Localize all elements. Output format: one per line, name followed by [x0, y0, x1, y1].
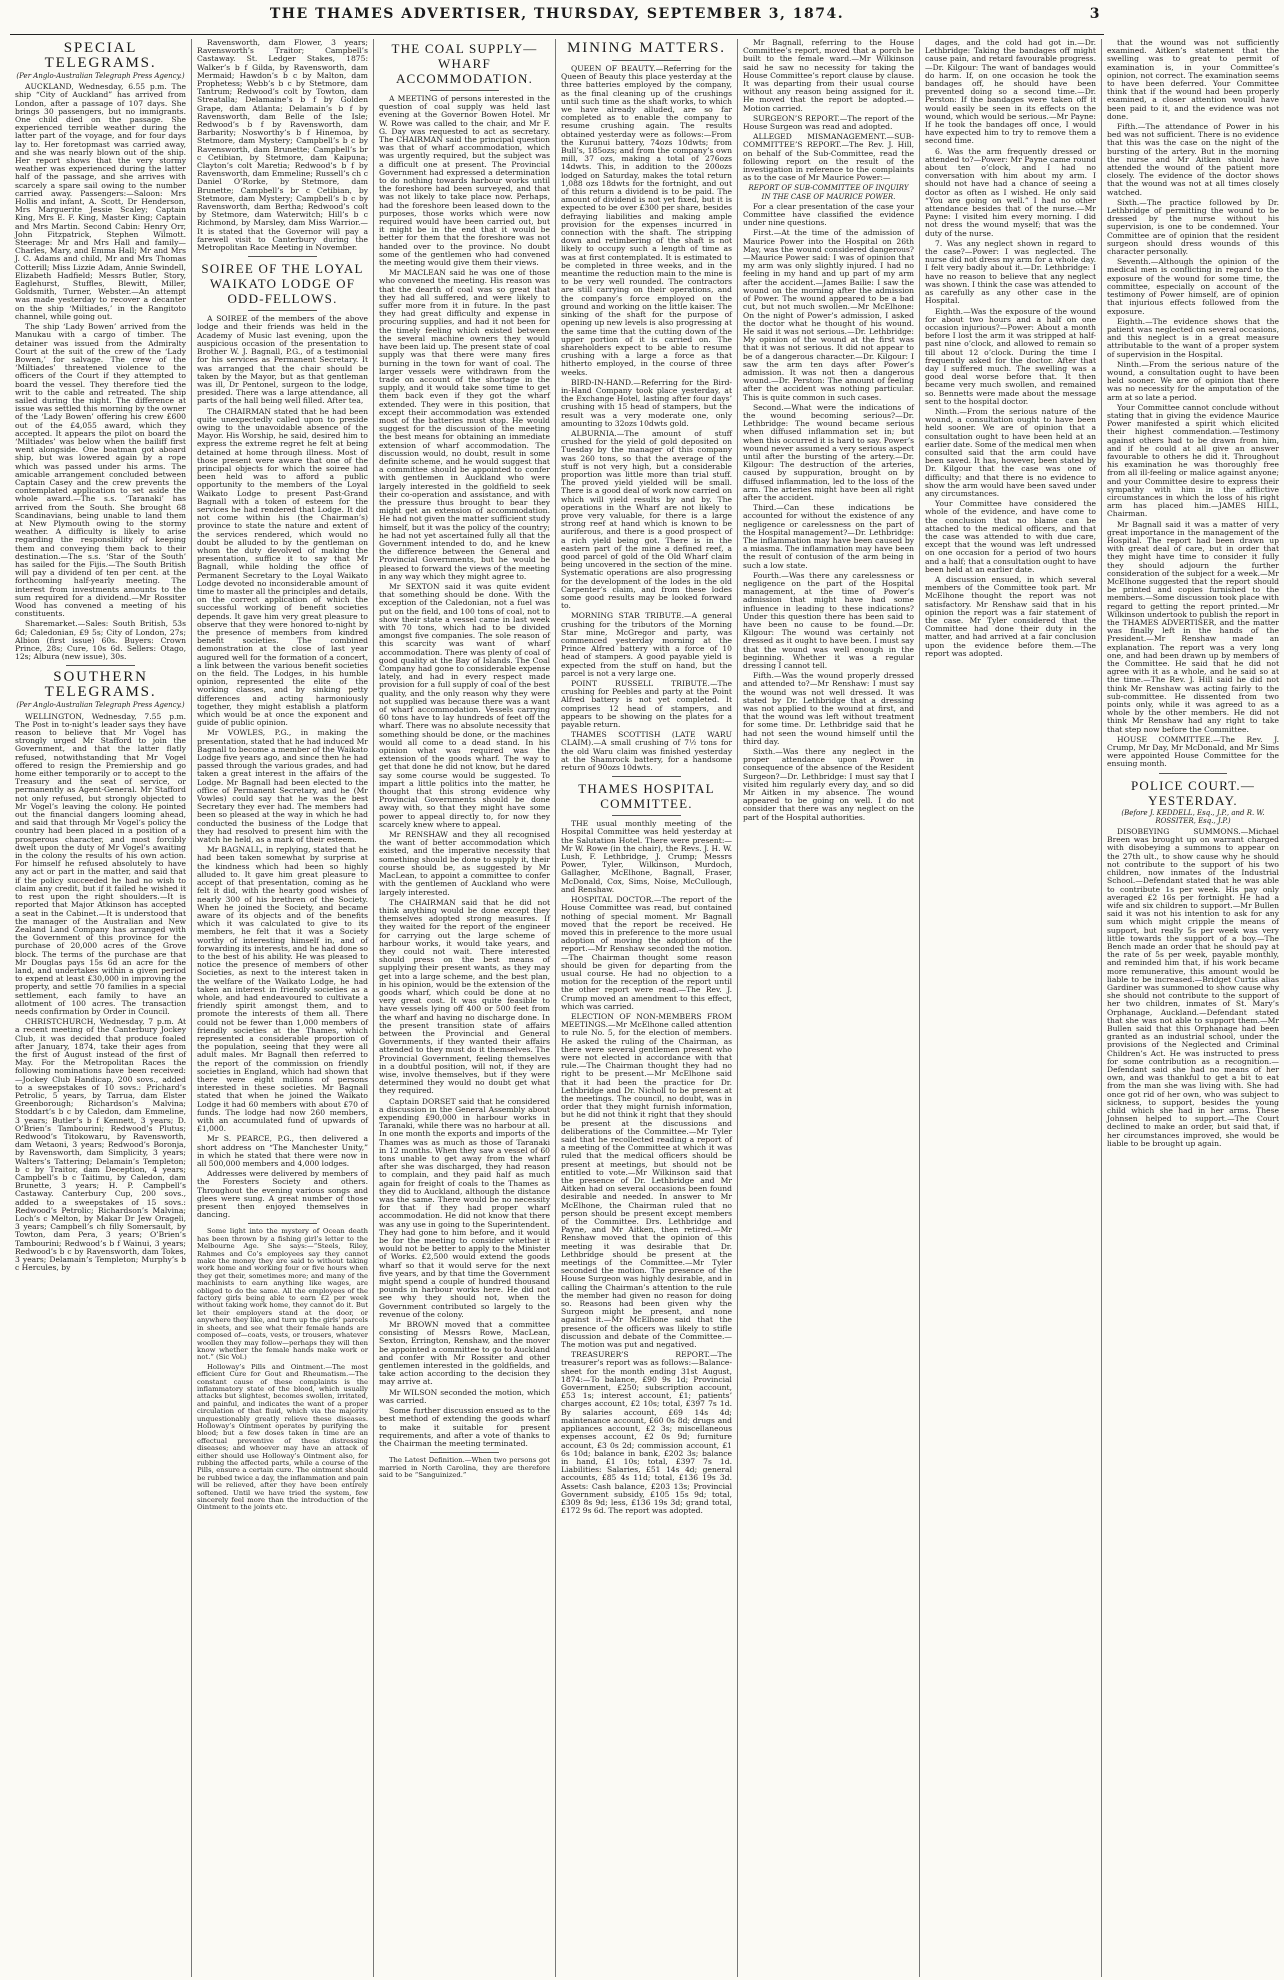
- article-paragraph: The CHAIRMAN said that he did not think anything would be done except they themselves adopted strong measures. If they waited for the report of the engineer for carrying out the large scheme of harbour works, it would take years, and they could not wait. There interested should press on the best means of supplying their present wants, as they may get into a large scheme, and the best plan, in his opinion, would be the extension of the goods wharf, which could be done at no very great cost. It was quite feasible to have vessels lying off 400 or 500 feet from the wharf and having no discharge done. In the present transition state of affairs between the Provincial and General Governments, if they wanted their affairs attended to they must do it themselves. The Provincial Government, feeling themselves in a doubtful position, will not, if they are wise, involve themselves, but if they were determined they would no doubt get what they required.: [379, 897, 550, 1096]
- page-number: 3: [1089, 6, 1100, 22]
- article-paragraph: TREASURER’S REPORT.—The treasurer’s report was as follows:—Balance-sheet for the month ending 31st August, 1874:—To balance, £90 9s 1d; Provincial Government, £250; subscription account, £53 1s; interest account, £1; patients’ charges account, £2 10s; total, £397 7s 1d. By salaries account, £69 14s 4d; maintenance account, £60 0s 8d; drugs and appliances account, £2 3s; miscellaneous expenses account, £2 0s 9d; furniture account, £3 0s 2d; commission account, £1 6s 10d; balance in bank, £202 3s; balance in hand, £1 10s; total, £397 7s 1d. Liabilities: Salaries, £51 14s 4d; general accounts, £85 4s 11d; total, £136 19s 3d. Assets: Cash balance, £203 13s; Provincial Government subsidy, £105 15s 9d; total, £309 8s 9d; less, £136 19s 3d; grand total, £172 9s 6d. The report was adopted.: [561, 1350, 732, 1516]
- article-paragraph: Eighth.—The evidence shows that the patient was neglected on several occasions, and this neglect is in a great measure attributable to the want of a proper system of supervision in the Hospital.: [1107, 316, 1279, 359]
- masthead-title: THE THAMES ADVERTISER, THURSDAY, SEPTEMBER 3, 1874.: [269, 6, 845, 22]
- section-heading-police-court: POLICE COURT.—YESTERDAY.: [1130, 777, 1256, 808]
- article-paragraph: Mr WILSON seconded the motion, which was carried.: [379, 1387, 550, 1405]
- divider: [430, 90, 498, 91]
- column-6: [920, 39, 1102, 1977]
- divider: [248, 310, 316, 311]
- article-paragraph: Mr Bagnall, referring to the House Committee’s report, moved that a porch be built to the female ward.—Mr Wilkinson said he saw no necessity for taking the House Committee’s report clause by clause. It was departing from their usual course without any reason being assigned for it. He moved that the report be adopted.—Motion carried.: [743, 38, 914, 113]
- article-paragraph: WELLINGTON, Wednesday, 7.55 p.m. The Post in to-night’s leader says they have reason to believe that Mr Vogel has strongly urged Mr Stafford to join the Government, and that the latter flatly refused, notwithstanding that Mr Vogel offered to resign the Premiership and go home either temporarily or to accept to the Treasury and the seat of service, or permanently as Agent-General. Mr Stafford not only refused, but strongly objected to Mr Vogel’s leaving the colony. He pointed out the financial dangers looming ahead, and said that through Mr Vogel’s policy the country had been placed in a position of a prosperous character, and most forcibly dwelt upon the duty of Mr Vogel’s awaiting in the colony the results of his own action. For himself he refused absolutely to have any act or part in the matter, and said that if the policy succeeded he had no wish to claim any credit, but if it failed he wished it to rest upon the right shoulders.—It is reported that Major Atkinson has accepted a seat in the Cabinet.—It is understood that the manager of the Australian and New Zealand Land Company has arranged with the Government of this province for the purchase of 20,000 acres of the Grove block. The terms of the purchase are that Mr Douglas pays 15s 6d an acre for the land, and undertakes within a given period to expend at least £30,000 in improving the property, and settle 70 families in a special settlement, each family to have an allotment of 100 acres. The transaction needs confirmation by Order in Council.: [15, 711, 186, 1016]
- article-paragraph: Ravensworth, dam Flower, 3 years; Ravensworth’s Traitor; Campbell’s Castaway. St. Ledger Stakes, 1875: Walker’s b f Gilda, by Ravensworth, dam Mermaid; Hawdon’s b c by Malton, dam Prophetess; Webb’s b c by Stetmore, dam Tantrum; Redwood’s colt by Towton, dam Streatalla; Delamaine’s b f by Golden Grape, dam Atlanta; Delamain’s b f by Ravensworth, dam Belle of the Isle; Redwood’s b f by Ravensworth, dam Barbarity; Nosworthy’s b f Hinemoa, by Stetmore, dam Mystery; Campbell’s b c by Ravensworth, dam Brunette; Campbell’s br c Cetibian, by Stetmore, dam Kaipuna; Clayton’s colt Maretia; Redwood’s b f by Ravensworth, dam Emmeline; Russell’s ch c Daniel O’Rorke, by Stetmore, dam Brunette; Campbell’s br c Cetibian, by Stetmore, dam Mystery; Campbell’s b c by Ravensworth, dam Bertha; Redwood’s colt by Stetmore, dam Waterwitch; Hill’s b c Richmond, by Marsley, dam Miss Warrior.—It is stated that the Governor will pay a farewell visit to Canterbury during the Metropolitan Race Meeting in November.: [197, 38, 368, 253]
- column-1: [10, 39, 192, 1977]
- press-agency-credit: (Per Anglo-Australian Telegraph Press Agency.): [16, 701, 185, 710]
- article-paragraph: The ship ‘Lady Bowen’ arrived from the Manukau with a cargo of timber. The detainer was issued from the Admiralty Court at the suit of the crew of the ‘Lady Bowen,’ for salvage. The crew of the ‘Miltiades’ threatened violence to the officers of the Court if they attempted to board the vessel. They therefore tied the writ to the cable and retreated. The ship sailed during the night. The difference at issue was settled this morning by the owner of the ‘Lady Bowen’ offering his crew £600 out of the £4,055 award, which they accepted. It appears the pilot on board the ‘Miltiades’ was below when the bailiff first went alongside. One boatman got aboard ship, but was lowered again by a rope which was passed under his arms. The amicable arrangement concluded between Captain Casey and the crew prevents the contemplated application to set aside the whole award.—The s.s. ‘Taranaki’ has arrived from the South. She brought 68 Scandinavians, being unable to land them at New Plymouth owing to the stormy weather. A difficulty is likely to arise regarding the responsibility of keeping them and conveying them back to their destination.—The s.s. ‘Star of the South’ has sailed for the Fijis.—The South British will pay a dividend of ten per cent. at the forthcoming half-yearly meeting. The interest from investments amounts to the sum required for a dividend.—Mr Rossiter Wood has convened a meeting of his constituents.: [15, 322, 186, 619]
- article-paragraph: Sixth.—The practice followed by Dr. Lethbridge of permitting the wound to be dressed by the nurse without his supervision, is one to be condemned. Your Committee are of opinion that the resident surgeon should dress wounds of this character personally.: [1107, 197, 1279, 257]
- section-heading-coal-supply: THE COAL SUPPLY—WHARF ACCOMMODATION.: [391, 41, 538, 86]
- divider: [430, 1452, 498, 1453]
- article-paragraph: Sharemarket.—Sales: South British, 53s 6d; Caledonian, £9 5s; City of London, 27s; Albion (first issue) 60s. Buyers: Crown Prince, 28s; Cure, 10s 6d. Sellers: Otago, 12s; Albura (new issue), 30s.: [15, 619, 186, 662]
- article-paragraph: Some light into the mystery of Ocean death has been thrown by a fishing girl’s letter to the Melbourne Age. She says:—“Steels, Riley, Rahmes and Co’s employees say they cannot make the money they are said to without taking work home and working four or five hours when they get their, sometimes more; and many of the machinists to earn anything like wages, are obliged to do the same. All the employees of the factory girls being able to earn £2 per week without taking work home, they cannot do it. But let their employers stand at the door, or anywhere they like, and turn up the girls’ parcels in sheets, and see what their female hands are composed of—coats, vests, or trousers, whatever woollen they may follow—perhaps they will then know whether the female hands make work or not.” (Sic Vol.): [197, 1227, 368, 1362]
- article-paragraph: Addresses were delivered by members of the Foresters Society and others. Throughout the evening various songs and glees were sung. A great number of those present then enjoyed themselves in dancing.: [197, 1169, 368, 1220]
- section-heading-mining-matters: MINING MATTERS.: [567, 40, 726, 56]
- divider: [66, 665, 134, 666]
- article-paragraph: QUEEN OF BEAUTY.—Referring for the Queen of Beauty this place yesterday at the three batteries employed by the company, as the final cleaning up of the crushings until such time as the shaft works, to which we have already alluded, are so far completed as to enable the company to resume crushing again. The results obtained yesterday were as follows:—From the Kurunui battery, 74ozs 10dwts; from Bull’s, 185ozs; and from the company’s own mill, 37 ozs, making a total of 276ozs 14dwts. This, in addition to the 200ozs lodged on Saturday, makes the total return 1,088 ozs 18dwts for the fortnight, and out of this return a dividend is to be paid. The amount of dividend is not yet fixed, but it is expected to be over £300 per share, besides defraying liabilities and making ample provision for the expenses incurred in connection with the shaft. The stripping down and retimbering of the shaft is not likely to occupy such a length of time as was at first contemplated. It is estimated to be completed in three weeks, and in the meantime the reduction main to the mine is to be very well rounded. The contractors are still carrying on their operations, and the company’s force employed on the ground and working on the little kaiser. The sinking of the shaft for the purpose of opening up new levels is also progressing at the same time that the cutting down of the upper portion of it is carried on. The shareholders expect to be able to resume crushing with a large a force as that hitherto employed, in the course of three weeks.: [561, 64, 732, 377]
- article-paragraph: First.—At the time of the admission of Maurice Power into the Hospital on 26th May, was the wound considered dangerous?—Maurice Power said: I was of opinion that my arm was only slightly injured. I had no feeling in my hand and up part of my arm after the accident.—James Bailie: I saw the wound on the morning after the admission of Power. The wound appeared to be a bad cut, but not much swollen.—Mr McElhone: On the night of Power’s admission, I asked the doctor what he thought of his wound. He said it was not serious.—Dr. Lethbridge: My opinion of the wound at the first was that it was not serious. It did not appear to be of a dangerous character.—Dr. Kilgour: I saw the arm ten days after Power’s admission. It was not then a dangerous wound.—Dr. Perston: The amount of feeling after the accident was nothing particular. This is quite common in such cases.: [743, 228, 914, 402]
- article-paragraph: Ninth.—From the serious nature of the wound, a consultation ought to have been held sooner. We are of opinion that a consultation ought to have been held at an earlier date. Some of the medical men when consulted said that the arm could have been saved. It has, however, been stated by Dr. Kilgour that the case was one of difficulty; and that there is no evidence to show the arm would have been saved under any circumstances.: [925, 406, 1096, 498]
- article-paragraph: ALBURNIA.—The amount of stuff crushed for the yield of gold deposited on Tuesday by the manager of this company was 260 tons, so that the average of the stuff is not very high, but a considerable proportion was little more than trial stuff. The proved yield yielded will be small. There is a good deal of work now carried on which will yield results by and by. The operations in the Wharf are not likely to prove very valuable, for there is a large strong reef at hand which is known to be auriferous, and there is a good prospect of a rich yield being got. There is in the eastern part of the mine a defined reef, a good parcel of gold of the Old Wharf claim being uncovered in the section of the mine. Systematic operations are also progressing for the development of the lodes in the old Carpenter’s claim, and from these lodes some good results may be looked forward to.: [561, 428, 732, 611]
- article-paragraph: 6. Was the arm frequently dressed or attended to?—Power: Mr Payne came round about ten o’clock, and I had no conversation with him about my arm. I should not have had a chance of seeing a doctor as often as I wished. He only said “You are going on well.” I had no other attendance besides that of the nurse.—Mr Payne: I visited him every morning. I did not dress the wound myself; that was the duty of the nurse.: [925, 146, 1096, 238]
- article-paragraph: The Latest Definition.—When two persons got married in North Carolina, they are therefore said to be “Sanguinized.”: [379, 1456, 550, 1479]
- article-paragraph: A MEETING of persons interested in the question of coal supply was held last evening at the Governor Bowen Hotel. Mr W. Rowe was called to the chair, and Mr F. G. Day was requested to act as secretary. The CHAIRMAN said the principal question was that of wharf accommodation, which was urgently required, but the subject was a difficult one at present. The Provincial Government had expressed a determination to do nothing towards harbour works until the foreshore had been surveyed, and that was not likely to take place now. Perhaps, had the foreshore been leased down to the purposes, those works which were now required would have been carried out, but it might be in the end that it would be better for them that the foreshore was not handed over to the province. No doubt some of the gentlemen who had convened the meeting would give them their views.: [379, 94, 550, 268]
- article-paragraph: Fifth.—The attendance of Power in his bed was not sufficient. There is no evidence that this was the case on the night of the bursting of the artery. But in the morning the nurse and Mr Aitken should have attended the wound of the patient more closely. The evidence of the doctor shows that the wound was not at all times closely watched.: [1107, 122, 1279, 197]
- article-paragraph: Seventh.—Although the opinion of the medical men is conflicting in regard to the exposure of the wound for some time, the committee, especially on account of the testimony of Power himself, are of opinion that injurious effects followed from the exposure.: [1107, 257, 1279, 316]
- divider: [612, 60, 680, 61]
- section-heading-southern-telegrams: SOUTHERN TELEGRAMS.: [44, 669, 157, 701]
- report-subheading: REPORT OF SUB-COMMITTEE OF INQUIRY IN THE CASE OF MAURICE POWER.: [748, 184, 909, 201]
- article-paragraph: Mr S. PEARCE, P.G., then delivered a short address on “The Manchester Unity,” in which he stated that there were now in all 500,000 members and 4,000 lodges.: [197, 1134, 368, 1168]
- article-paragraph: ELECTION OF NON-MEMBERS FROM MEETINGS.—Mr McElhone called attention to rule No. 5, for the election of members. He asked the ruling of the Chairman, as there were several gentlemen present who were not elected in accordance with that rule.—The Chairman thought they had no right to be present.—Mr McElhone said that it had been the practice for Dr. Lethbridge and Dr. Nicholl to be present at the meetings. The council, no doubt, was in order that they might furnish information, but he did not think it right that they should be present at the discussions and deliberations of the Committee.—Mr Tyler said that he recollected reading a report of a meeting of the Committee at which it was ruled that the medical officers should be present at meetings, but should not be entitled to vote.—Mr Wilkinson said that the presence of Dr. Lethbridge and Mr Aitken had on several occasions been found desirable and needed. In answer to Mr McElhone, the Chairman ruled that no person should be present except members of the Committee. Drs. Lethbridge and Payne, and Mr Aitken, then retired.—Mr Renshaw moved that the opinion of this meeting it was desirable that Dr. Lethbridge should be present at the meetings of the Committee.—Mr Tyler seconded the motion. The presence of the House Surgeon was highly desirable, and in calling the Chairman’s attention to the rule the member had given no reason for doing so. Reasons had been given why the Surgeon might be present, and none against it.—Mr McElhone said that the presence of the officers was likely to stifle discussion and debate of the Committee.—The motion was put and negatived.: [561, 1011, 732, 1350]
- article-paragraph: Mr SEXTON said it was quite evident that something should be done. With the exception of the Caledonian, not a fuel was put on the field, and 100 tons of coal, not to show their state a vessel came in last week with 70 tons, which had to be divided amongst five companies. The sole reason of this scarcity was want of wharf accommodation. There was plenty of coal of good quality at the Bay of Islands. The Coal Company had gone to considerable expense lately, and had in every respect made provision for a full supply of coal of the best quality, and the only reason why they were not supplied was because there was a want of wharf accommodation. Vessels carrying 60 tons have to lay hundreds of feet off the wharf. There was no absolute necessity that something should be done, or the machines would all come to a dead stand. In his opinion what was required was the extension of the goods wharf. The way to get that done he did not know, but he dared say some course would be suggested. To impart a little politics into the matter, he thought that this strong evidence why Provincial Governments should be done away with, so that they might have some power to appeal directly to, for now they scarcely knew where to appeal.: [379, 581, 550, 829]
- article-paragraph: Eighth.—Was the exposure of the wound for about two hours and a half on one occasion injurious?—Power: About a month before I lost the arm it was stripped at half-past nine o’clock, and allowed to remain so till about 12 o’clock. During the time I frequently asked for the doctor. After that day I suffered much. The swelling was a good deal worse before that. It then became very much swollen, and remained so. Bennetts were made about the message sent to the hospital doctor.: [925, 306, 1096, 406]
- bench-credit: (Before J. KEDDELL, Esq., J.P., and R. W. ROSSITER, Esq., J.P.): [1121, 808, 1265, 825]
- article-paragraph: THE usual monthly meeting of the Hospital Committee was held yesterday at the Salutation Hotel. There were present:—Mr W. Rowe (in the chair), the Revs. J. H. W. Lush, F. Lethbridge, J. Crump; Messrs Power, Tyler, Wilkinson, Murdoch, Gallagher, McElhone, Bagnall, Fraser, McDonald, Cox, Sims, Noise, McCullough, and Renshaw.: [561, 819, 732, 894]
- article-paragraph: A discussion ensued, in which several members of the Committee took part. Mr McElhone thought the report was not satisfactory. Mr Renshaw said that in his opinion the report was a fair statement of the case. Mr Tyler considered that the Committee had done their duty in the matter, and had arrived at a fair conclusion upon the evidence before them.—The report was adopted.: [925, 575, 1096, 658]
- article-paragraph: Your Committee cannot conclude without stating that in giving the evidence Maurice Power manifested a spirit which elicited their highest commendation.—Testimony against others had to be drawn from him, and if he could at all give an answer favourable to others he did it. Throughout his examination he was thoroughly free from all ill-feeling or malice against anyone; and your Committee desire to express their sympathy with him in the afflictive circumstances in which the loss of his right arm has placed him.—JAMES HILL, Chairman.: [1107, 402, 1279, 519]
- article-paragraph: The CHAIRMAN stated that he had been quite unexpectedly called upon to preside owing to the unavoidable absence of the Mayor. His Worship, he said, desired him to express the extreme regret he felt at being detained at home through illness. Most of those present were aware that one of the principal objects for which the soiree had been held was to afford a public opportunity to the members of the Loyal Waikato Lodge to present Past-Grand Bagnall with a token of esteem for the services he had rendered that Lodge. It did not come within his (the Chairman’s) province to state the nature and extent of the services rendered, which would no doubt be alluded to by the gentleman on whom the duty devolved of making the presentation, suffice it to say that Mr Bagnall, while holding the office of Permanent Secretary to the Loyal Waikato Lodge devoted no inconsiderable amount of time to master all the principles and details, on the correct application of which the successful working of benefit societies depends. It gave him very great pleasure to observe that they were honored to-night by the presence of members from kindred benefit societies. The combined demonstration at the close of last year augured well for the formation of a concert, a link between the various benefit societies on the field. The Lodges, in his humble opinion, represented the elite of the working classes, and by sinking petty differences and acting harmoniously together, they might establish a platform which would be at once the exponent and guide of public opinion.: [197, 406, 368, 728]
- article-paragraph: SURGEON’S REPORT.—The report of the House Surgeon was read and adopted.: [743, 113, 914, 132]
- column-7: [1102, 39, 1284, 1977]
- divider: [612, 776, 680, 777]
- article-paragraph: Mr MACLEAN said he was one of those who convened the meeting. His reason was that the dearth of coal was so great that they had all suffered, and were likely to suffer more from it in future. In the past they had great difficulty and expense in procuring supplies, and had it not been for the timely feeling which existed between the several machine owners they would have been laid up. The present state of coal supply was that there were many fires burning in the town for want of coal. The larger vessels were withdrawn from the trade on account of the shortage in the supply, and it would take some time to get them back even if they got the wharf extended. They were in this position, that except their accommodation was extended most of the batteries must stop. He would suggest for the discussion of the meeting the best means for obtaining an immediate extension of wharf accommodation. The discussion would, no doubt, result in some definite scheme, and he would suggest that a committee should be appointed to confer with gentlemen in Auckland who were largely interested in the goldfield to seek their co-operation and assistance, and with the pressure thus brought to bear they might get an extension of accommodation. He had not given the matter sufficient study himself, but it was the policy of the country; he had not yet ascertained fully all that the Government intended to do, and he knew the difference between the General and Provincial Governments, but he would be pleased to forward the views of the meeting in any way which they might agree to.: [379, 268, 550, 581]
- divider: [1159, 773, 1228, 774]
- article-paragraph: Ninth.—From the serious nature of the wound, a consultation ought to have been held sooner. We are of opinion that there was no necessity for the amputation of the arm at so late a period.: [1107, 359, 1279, 402]
- article-paragraph: Some further discussion ensued as to the best method of extending the goods wharf to make it suitable for present requirements, and after a vote of thanks to the Chairman the meeting terminated.: [379, 1406, 550, 1448]
- article-paragraph: POINT RUSSELL TRIBUTE.—The crushing for Peebles and party at the Point Alfred battery is not yet completed. It comprises 12 head of stampers, and appears to be showing on the plates for a payable return.: [561, 679, 732, 730]
- article-paragraph: CHRISTCHURCH, Wednesday, 7 p.m. At a recent meeting of the Canterbury Jockey Club, it was decided that produce foaled after January, 1874, take their ages from the first of August instead of the first of May. For the Metropolitan Races the following nominations have been received:—Jockey Club Handicap, 200 sovs., added to a sweepstakes of 10 sovs.: Prichard’s Petrolic, 5 years, by Tarrua, dam Elster Greenborough; Richardson’s Malvina; Stoddart’s b c by Caledon, dam Emmeline, 3 years; Butler’s b f Kennett, 3 years; D. O’Brien’s Tambourini; Redwood’s Plutus; Redwood’s Titokowaru, by Ravensworth, dam Wetaoni, 3 years; Redwood’s Boronja, by Ravensworth, dam Simplicity, 3 years; Walters’s Tattering; Delamain’s Templeton; b c by Traitor, dam Deception, 4 years; Campbell’s b c Taitimu, by Caledon, dam Brunette, 3 years; H. P. Campbell’s Castaway. Canterbury Cup, 200 sovs., added to a sweepstakes of 15 sovs.: Redwood’s Petrolic; Richardson’s Malvina; Loch’s c Melton, by Makar Dr Jew Orageli, 3 years; Campbell’s ch filly Somersault, by Towton, dam Pera, 3 years; O’Brien’s Tambourini; Redwood’s b f Wainui, 3 years; Redwood’s b c by Ravensworth, dam Tokes, 3 years; Delamain’s Templeton; Murphy’s b c Hercules, by: [15, 1017, 186, 1273]
- masthead: [10, 6, 1104, 35]
- article-paragraph: dages, and the cold had got in.—Dr. Lethbridge: Taking the bandages off might cause pain, and retard favourable progress.—Dr. Kilgour: The want of bandages would do harm. If, on one occasion he took the bandages off, he should have been prevented doing so a second time.—Dr. Perston: If the bandages were taken off it would easily be seen in its effects on the wound, which would be serious.—Mr Payne: If he took the bandages off once, I would have expected him to try to remove them a second time.: [925, 38, 1096, 146]
- article-paragraph: Second.—What were the indications of the wound becoming serious?—Dr. Lethbridge: The wound became serious when diffused inflammation set in; but when this occurred it is hard to say. Power’s wound never assumed a very serious aspect until after the bursting of the artery.—Dr. Kilgour: The destruction of the arteries, caused by suppuration, brought on by diffused inflammation, led to the loss of the arm. The arteries might have been all right after the accident.: [743, 402, 914, 502]
- divider: [612, 815, 680, 816]
- article-paragraph: Third.—Can these indications be accounted for without the existence of any negligence or carelessness on the part of the Hospital management?—Dr. Lethbridge: The inflammation may have been caused by a miasma. The inflammation may have been the result of contusion of the arm being in such a low state.: [743, 503, 914, 570]
- article-paragraph: HOSPITAL DOCTOR.—The report of the House Committee was read, but contained nothing of special moment. Mr Bagnall moved that the report be received. He moved this in preference to the more usual adoption of moving the adoption of the report.—Mr Renshaw seconded the motion.—The Chairman thought some reason should be given for departing from the usual course. He had no objection to a motion for the reception of the report until the other report were read.—The Rev. J. Crump moved an amendment to this effect, which was carried.: [561, 895, 732, 1011]
- article-paragraph: DISOBEYING SUMMONS.—Michael Breen was brought up on warrant charged with disobeying a summons to appear on the 27th ult., to show cause why he should not contribute to the support of his two children, now inmates of the Industrial School.—Defendant stated that he was able to contribute 1s per week. His pay only averaged £2 16s per fortnight. He had a wife and six children to support.—Mr Bullen said it was not his intention to ask for any sum which might cripple the means of support, but really 5s per week was very little towards the support of a boy.—The Bench made an order that he should pay at the rate of 5s per week, payable monthly, and reminded him that, if his work became more remunerative, this amount would be liable to be increased.—Bridget Curtis alias Gardiner was summoned to show cause why she should not contribute to the support of her two children, inmates of St. Mary’s Orphanage, Auckland.—Defendant stated that she was not able to support them.—Mr Bullen said that this Orphanage had been granted as an industrial school, under the provisions of the Neglected and Criminal Children’s Act. He was instructed to press for some contribution as a recognition.—Defendant said she had no means of her own, and was thankful to get a bit to eat from the man she was living with. She had once got rid of her own, who was subject to sickness, to support, besides the young child which she had in her arms. These Johnsen helped to support.—The Court declined to make an order, but said that, if her circumstances improved, she would be liable to be brought up again.: [1107, 827, 1279, 1148]
- article-paragraph: Mr RENSHAW and they all recognised the want of better accommodation which existed, and the imperative necessity that something should be done to supply it, their course should be, as suggested by Mr MacLean, to appoint a committee to confer with the gentlemen of Auckland who were largely interested.: [379, 830, 550, 897]
- divider: [248, 256, 316, 257]
- article-paragraph: Mr BROWN moved that a committee consisting of Messrs Rowe, MacLean, Sexton, Errington, Renshaw, and the mover be appointed a committee to go to Auckland and confer with Mr Rossiter and other gentlemen interested in the goldfields, and take action according to the decision they may arrive at.: [379, 1320, 550, 1387]
- article-paragraph: ALLEGED MISMANAGEMENT.—SUB-COMMITTEE’S REPORT.—The Rev. J. Hill, on behalf of the Sub-Committee, read the following report on the result of the investigation in reference to the complaints as to the case of Mr Maurice Power:—: [743, 132, 914, 183]
- advertisement-paragraph: Holloway’s Pills and Ointment.—The most efficient Cure for Gout and Rheumatism.—The constant cause of these complaints is the inflammatory state of the blood, which usually attacks but slightest, becomes swollen, irritated, and painful, and indicates the want of a proper circulation of that fluid, which via the majority unquestionably greatly relieve these diseases. Holloway’s Ointment operates by purifying the blood; but a few doses taken in time are an effectual preventive of these distressing diseases; and whoever may have an attack of either should use Holloway’s Ointment also, for rubbing the affected parts, while a course of the Pills, ensure a certain cure. The ointment should be rubbed twice a day, the inflammation and pain will be relieved, after they have been entirely softened. Until we have tried the system, few sincerely feel more than the introduction of the Ointment to the joints etc.: [197, 1362, 368, 1512]
- article-paragraph: Captain DORSET said that he considered a discussion in the General Assembly about expending £90,000 in harbour works in Taranaki, while there was no harbour at all. In one month the exports and imports of the Thames was as much as those of Taranaki in 12 months. When they saw a vessel of 60 tons unable to get away from the wharf after she was discharged, they had reason to complain, and they paid half as much again for freight of coals to the Thames as they did to Auckland, although the distance was the same. There would be no necessity for that if they had proper wharf accommodation. He did not know that there was any use in going to the Superintendent. They had gone to him before, and it would be for the meeting to consider whether it would not be better to apply to the Minister of Works. £2,500 would extend the goods wharf so that it would serve for the next five years, and by that time the Government might spend a couple of hundred thousand pounds in harbour works here. He did not see why they should not, when the Government contributed so largely to the revenue of the colony.: [379, 1096, 550, 1319]
- section-heading-soiree: SOIREE OF THE LOYAL WAIKATO LODGE OF ODD-FELLOWS.: [201, 261, 364, 307]
- article-paragraph: For a clear presentation of the case your Committee have classified the evidence under nine questions.: [743, 201, 914, 228]
- article-paragraph: Mr Bagnall said it was a matter of very great importance in the management of the Hospital. The report had been drawn up with great deal of care, but in order that they might have time to consider it fully they should adjourn the further consideration of the subject for a week.—Mr McElhone suggested that the report should be printed and copies furnished to the members.—Some discussion took place with regard to getting the report printed.—Mr Wilkinson undertook to publish the report in the THAMES ADVERTISER, and the matter was finally left in the hands of the President.—Mr Renshaw made an explanation. The report was a very long one, and had been drawn up by members of the Committee. He said that he did not agree with it as a whole, and he said so at the time.—The Rev. J. Hill said he did not think Mr Renshaw was acting fairly to the sub-committee. He dissented from two points only, while it was agreed to as a whole by the other members. He did not think Mr Renshaw had any right to take that step now before the Committee.: [1107, 519, 1279, 734]
- article-paragraph: A SOIREE of the members of the above lodge and their friends was held in the Academy of Music last evening, upon the auspicious occasion of the presentation to Brother W. J. Bagnall, P.G., of a testimonial for his services as Permanent Secretary. It was arranged that the chair should be taken by the Mayor, but as that gentleman was ill, Dr Pentonel, surgeon to the lodge, presided. There was a large attendance, all parts of the hall being well filled. After tea,: [197, 314, 368, 406]
- divider: [248, 1223, 316, 1224]
- article-paragraph: MORNING STAR TRIBUTE.—A general crushing for the tributors of the Morning Star mine, McGregor and party, was commenced yesterday morning at the Prince Alfred battery with a force of 10 head of stampers. A good payable yield is expected from the stuff on hand, but the parcel is not a very large one.: [561, 611, 732, 678]
- article-paragraph: AUCKLAND, Wednesday, 6.55 p.m. The ship “City of Auckland” has arrived from London, after a passage of 107 days. She brings 30 passengers, but no immigrants. One child died on the passage. She experienced terrible weather during the latter part of the voyage, and for four days lay to. Her foretopmast was carried away, and she was nearly blown out of the ship. Her report shows that the very stormy weather was experienced during the latter half of the passage, and she arrives with scarcely a spare sail owing to the number carried away. Passengers:—Saloon: Mrs Hollis and infant, A. Scott, Dr Henderson, Mrs Marguerite Jessie Scaley; Captain King, Mrs E. F. King, Master King; Captain and Mrs Martin. Second Cabin: Henry Orr, John Fitzpatrick, Stephen Wilmott. Steerage: Mr and Mrs Hall and family—Charles, Mary, and Emma Hall; Mr and Mrs J. C. Adams and child, Mr and Mrs Thomas Cotterill; Miss Lizzie Adam, Annie Swindell, Elizabeth Hadfield; Messrs Butler, Story, Eaglehurst, Stuffles, Blewitt, Miller, Goldsmith, Turner, Webster.—An attempt was made yesterday to recover a decanter on the ship ‘Miltiades,’ in the Rangitoto channel, while going out.: [15, 82, 186, 321]
- article-paragraph: Sixth.—Was there any neglect in the proper attendance upon Power in consequence of the absence of the Resident Surgeon?—Dr. Lethbridge: I must say that I visited him regularly every day, and so did Mr Aitken in my absence. The wound appeared to be going on well. I do not consider that there was any neglect on the part of the Hospital authorities.: [743, 747, 914, 822]
- article-paragraph: BIRD-IN-HAND.—Referring for the Bird-in-Hand Company took place yesterday, at the Exchange Hotel, lasting after four days’ crushing with 15 head of stampers, but the result was a very moderate one, only amounting to 32ozs 10dwts gold.: [561, 377, 732, 428]
- column-4: [556, 39, 738, 1977]
- column-3: [374, 39, 556, 1977]
- columns: [10, 38, 1279, 1977]
- article-paragraph: Mr VOWLES, P.G., in making the presentation, stated that he had induced Mr Bagnall to become a member of the Waikato Lodge five years ago, and since then he had passed through the various grades, and had taken a great interest in the affairs of the Lodge. Mr Bagnall had been elected to the office of Permanent Secretary, and he (Mr Vowles) could say that he was the best Secretary they ever had. The members had been so pleased at the way in which he had conducted the business of the Lodge that they had resolved to present him with the watch he held, as a mark of their esteem.: [197, 728, 368, 845]
- article-paragraph: 7. Was any neglect shown in regard to the case?—Power: I was neglected. The nurse did not dress my arm for a whole day. I felt very badly about it.—Dr. Lethbridge: I have no reason to believe that any neglect was shown. I think the case was attended to as carefully as any other case in the Hospital.: [925, 238, 1096, 306]
- column-5: [738, 39, 920, 1977]
- column-2: [192, 39, 374, 1977]
- article-paragraph: THAMES SCOTTISH (LATE WARU CLAIM).—A small crushing of 7½ tons for the old Waru claim was finished yesterday at the Shamrock battery, for a handsome return of 90ozs 10dwts.: [561, 730, 732, 773]
- section-heading-special-telegrams: SPECIAL TELEGRAMS.: [44, 40, 157, 71]
- article-paragraph: Mr BAGNALL, in replying, stated that he had been taken somewhat by surprise at the kindness which had been so highly alluded to. It gave him great pleasure to accept of that presentation, coming as he felt it did, with the hearty good wishes of nearly 300 of his brethren of the Society. When he joined the Society, and became aware of its objects and of the benefits which it was calculated to give to its members, he felt that it was a Society worthy of interesting himself in, and of forwarding its interests, and he had done so to the best of his ability. He was pleased to notice the presence of members of other Societies, as next to the interest taken in the welfare of the Waikato Lodge, he had taken an interest in friendly societies as a whole, and had endeavoured to cultivate a friendly spirit amongst them, and to promote the interests of them all. There could not be fewer than 1,000 members of friendly societies at the Thames, which represented a considerable proportion of the population, seeing that they were all adult males. Mr Bagnall then referred to the report of the commission on friendly societies in England, which had shown that there were eight millions of persons interested in these societies. Mr Bagnall stated that when he joined the Waikato Lodge it had 60 members with about £70 of funds. The lodge had now 260 members, with an accumulated fund of upwards of £1,000.: [197, 845, 368, 1134]
- press-agency-credit: (Per Anglo-Australian Telegraph Press Agency.): [16, 72, 185, 80]
- article-paragraph: Fourth.—Was there any carelessness or negligence on the part of the Hospital management, at the time of Power’s admission that might have had some influence in leading to these indications? Under this question there has been said to have been no cause to be found.—Dr. Kilgour: The wound was certainly not dressed as it ought to have been. I must say that the wound was well enough in the beginning. Whether it was a regular dressing I cannot tell.: [743, 570, 914, 671]
- article-paragraph: HOUSE COMMITTEE.—The Rev. J. Crump, Mr Day, Mr McDonald, and Mr Sims were appointed House Committee for the ensuing month.: [1107, 734, 1279, 769]
- article-paragraph: Fifth.—Was the wound properly dressed and attended to?—Mr Renshaw: I must say the wound was not well dressed. It was stated by Dr. Lethbridge that a dressing was not applied to the wound at first, and that the wound was left without treatment for some time. Dr. Lethbridge said that he had not seen the wound himself until the third day.: [743, 671, 914, 746]
- article-paragraph: Your Committee have considered the whole of the evidence, and have come to the conclusion that no blame can be attached to the medical officers, and that the case was attended to with due care, except that the wound was left undressed on one occasion for a period of two hours and a half; that a consultation ought to have been held at an earlier date.: [925, 499, 1096, 574]
- article-paragraph: that the wound was not sufficiently examined. Aitken’s statement that the swelling was to great to permit of examination is, in your Committee’s opinion, not correct. The examination seems to have been deferred. Your Committee think that if the wound had been properly examined, a closer attention would have been paid to it, and the evidence was not done.: [1107, 38, 1279, 121]
- section-heading-hospital-committee: THAMES HOSPITAL COMMITTEE.: [578, 781, 715, 812]
